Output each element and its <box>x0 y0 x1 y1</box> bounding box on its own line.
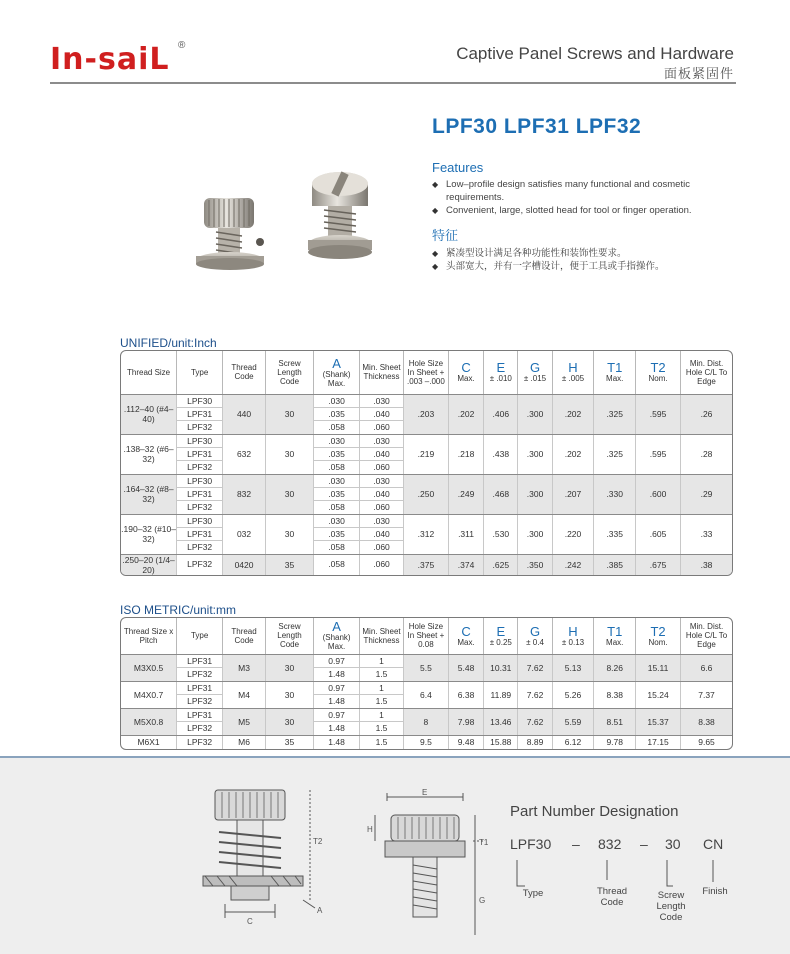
cell-min-sheet-value: .030 <box>360 475 403 488</box>
cell-h: 5.26 <box>552 681 594 708</box>
cell-h: .202 <box>552 394 594 434</box>
cell-type <box>177 708 223 735</box>
pn-caption-type: Type <box>522 888 544 899</box>
cell-min-sheet-value: .040 <box>360 488 403 501</box>
cell-a <box>314 394 360 434</box>
cell-dist: 7.37 <box>681 681 732 708</box>
cell-thread-code: 632 <box>223 434 266 474</box>
cell-h: .242 <box>552 554 594 575</box>
feature-item-cn: ◆ 头部宽大，并有一字槽设计，便于工具或手指操作。 <box>432 260 732 273</box>
cell-type-value: LPF30 <box>177 475 222 488</box>
cell-a <box>314 654 360 681</box>
pn-caption-thread-code: Thread Code <box>596 886 628 908</box>
cell-c: .311 <box>448 514 483 554</box>
cell-type-value: LPF31 <box>177 709 222 722</box>
cell-a <box>314 554 360 575</box>
cell-min-sheet-value: 1 <box>360 682 403 695</box>
cell-t2: .595 <box>636 394 681 434</box>
metric-section-label: ISO METRIC/unit:mm <box>120 603 237 617</box>
metric-table <box>120 617 733 750</box>
col-thread-code: Thread Code <box>223 618 266 654</box>
col-g: G ± .015 <box>518 351 552 394</box>
pn-caption-length-code: Screw Length Code <box>656 890 686 923</box>
cell-type-value: LPF31 <box>177 488 222 501</box>
col-type: Type <box>177 351 223 394</box>
cell-e: .468 <box>484 474 518 514</box>
cell-t1: .325 <box>594 434 636 474</box>
col-hole-size: Hole Size In Sheet + .003 –.000 <box>403 351 448 394</box>
cell-screw-length: 30 <box>265 681 313 708</box>
unified-table <box>120 350 733 576</box>
cell-a-value: 1.48 <box>328 722 345 733</box>
cell-a-value: 0.97 <box>314 709 359 722</box>
cell-e: 15.88 <box>484 735 518 749</box>
cell-type-value: LPF30 <box>177 395 222 408</box>
features-title: Features <box>432 160 484 175</box>
cell-min-sheet-value: .030 <box>360 515 403 528</box>
cell-h: .207 <box>552 474 594 514</box>
cell-min-sheet <box>360 474 404 514</box>
pn-length-code: 30 <box>665 836 681 852</box>
cell-c: 9.48 <box>448 735 483 749</box>
cell-hole: .312 <box>403 514 448 554</box>
cell-screw-length: 30 <box>265 394 313 434</box>
dim-label-g: G <box>479 896 486 905</box>
cell-t1: 8.51 <box>594 708 636 735</box>
pn-type: LPF30 <box>510 836 552 852</box>
cell-hole: 8 <box>403 708 448 735</box>
cell-t2: 17.15 <box>636 735 681 749</box>
dim-label-e: E <box>422 788 428 797</box>
feature-item-cn: ◆ 紧凑型设计满足各种功能性和装饰性要求。 <box>432 247 732 260</box>
cell-thread-code: M6 <box>223 735 266 749</box>
cell-type <box>177 681 223 708</box>
cell-e: .438 <box>484 434 518 474</box>
col-thread-size: Thread Size <box>121 351 177 394</box>
cell-type <box>177 654 223 681</box>
cell-type <box>177 735 223 749</box>
dim-label-t1: T1 <box>479 838 489 847</box>
cell-type-value: LPF32 <box>187 668 213 679</box>
cell-a-value: .058 <box>328 501 345 512</box>
cell-thread-size: .190–32 (#10–32) <box>121 514 177 554</box>
tagline-chinese: 面板紧固件 <box>663 66 734 81</box>
cell-a-value: .030 <box>314 515 359 528</box>
cell-min-sheet <box>360 708 404 735</box>
cell-a-value: .058 <box>328 541 345 552</box>
col-c: C Max. <box>448 351 483 394</box>
cell-a-value: 1.48 <box>328 668 345 679</box>
cell-thread-size: M4X0.7 <box>121 681 177 708</box>
cell-type-value: LPF32 <box>187 501 213 512</box>
cell-hole: 5.5 <box>403 654 448 681</box>
table-row <box>121 434 732 474</box>
col-type: Type <box>177 618 223 654</box>
cell-g: 8.89 <box>518 735 552 749</box>
cell-c: 5.48 <box>448 654 483 681</box>
cell-min-sheet-value: 1 <box>360 655 403 668</box>
col-hole-size: Hole Size In Sheet + 0.08 <box>403 618 448 654</box>
cell-min-sheet-value: .040 <box>360 408 403 421</box>
cell-g: 7.62 <box>518 708 552 735</box>
cell-t1: .385 <box>594 554 636 575</box>
cell-t1: .335 <box>594 514 636 554</box>
cell-a-value: .035 <box>314 408 359 421</box>
cell-a-value: .030 <box>314 395 359 408</box>
cell-h: 5.59 <box>552 708 594 735</box>
cell-thread-code: 0420 <box>223 554 266 575</box>
cell-min-sheet <box>360 681 404 708</box>
cell-thread-size: M3X0.5 <box>121 654 177 681</box>
cell-min-sheet-value: .060 <box>373 421 390 432</box>
cell-a-value: .058 <box>328 559 345 569</box>
cell-type-value: LPF31 <box>177 682 222 695</box>
cell-t2: 15.24 <box>636 681 681 708</box>
dim-label-a: A <box>317 906 323 915</box>
col-min-sheet: Min. Sheet Thickness <box>360 618 404 654</box>
cell-a-value: .058 <box>328 461 345 472</box>
cell-g: .300 <box>518 474 552 514</box>
unified-section-label: UNIFIED/unit:Inch <box>120 336 217 350</box>
cell-e: 11.89 <box>484 681 518 708</box>
cell-screw-length: 30 <box>265 434 313 474</box>
table-row <box>121 514 732 554</box>
pn-thread-code: 832 <box>598 836 622 852</box>
cell-min-sheet-value: 1.5 <box>375 695 388 706</box>
cell-t1: .325 <box>594 394 636 434</box>
col-e: E ± .010 <box>484 351 518 394</box>
cell-h: .220 <box>552 514 594 554</box>
pn-caption-finish: Finish <box>702 886 728 897</box>
table-row <box>121 735 732 749</box>
dim-label-c: C <box>247 917 253 926</box>
cell-t2: .595 <box>636 434 681 474</box>
part-number-title: Part Number Designation <box>510 803 679 820</box>
col-t2: T2 Nom. <box>636 618 681 654</box>
cell-e: .625 <box>484 554 518 575</box>
col-screw-length: Screw Length Code <box>265 351 313 394</box>
col-c: C Max. <box>448 618 483 654</box>
cell-min-sheet-value: 1.5 <box>375 668 388 679</box>
cell-thread-code: M3 <box>223 654 266 681</box>
cell-hole: 6.4 <box>403 681 448 708</box>
cell-thread-code: 032 <box>223 514 266 554</box>
cell-dist: .33 <box>681 514 732 554</box>
cell-t2: .600 <box>636 474 681 514</box>
tagline-english: Captive Panel Screws and Hardware <box>456 44 734 63</box>
cell-e: 10.31 <box>484 654 518 681</box>
table-row <box>121 681 732 708</box>
cell-min-sheet-value: .030 <box>360 435 403 448</box>
page-header <box>0 0 790 100</box>
feature-item: ◆ Convenient, large, slotted head for tool or finger operation. <box>432 204 732 217</box>
col-h: H ± 0.13 <box>552 618 594 654</box>
cell-c: .249 <box>448 474 483 514</box>
cell-a-value: .058 <box>328 421 345 432</box>
table-row <box>121 654 732 681</box>
cell-g: .300 <box>518 434 552 474</box>
cell-min-sheet <box>360 735 404 749</box>
header-divider <box>50 82 736 84</box>
cell-min-sheet-value: .060 <box>373 501 390 512</box>
cell-a <box>314 735 360 749</box>
front-view-drawing <box>365 785 495 940</box>
cell-a-value: 0.97 <box>314 655 359 668</box>
cell-min-sheet-value: .040 <box>360 528 403 541</box>
table-row <box>121 554 732 575</box>
col-h: H ± .005 <box>552 351 594 394</box>
cell-min-sheet <box>360 654 404 681</box>
col-min-sheet: Min. Sheet Thickness <box>360 351 404 394</box>
cell-thread-size: .138–32 (#6–32) <box>121 434 177 474</box>
dim-label-h: H <box>367 825 373 834</box>
col-e: E ± 0.25 <box>484 618 518 654</box>
cell-type-value: LPF31 <box>177 655 222 668</box>
cell-c: .218 <box>448 434 483 474</box>
cell-a <box>314 514 360 554</box>
cell-screw-length: 30 <box>265 708 313 735</box>
cell-min-sheet-value: .060 <box>373 541 390 552</box>
cell-a <box>314 474 360 514</box>
cell-h: .202 <box>552 434 594 474</box>
cell-min-sheet-value: 1.5 <box>375 722 388 733</box>
col-thread-size: Thread Size x Pitch <box>121 618 177 654</box>
cell-thread-size: M6X1 <box>121 735 177 749</box>
cell-thread-code: 832 <box>223 474 266 514</box>
cell-a-value: 1.48 <box>328 695 345 706</box>
cell-type-value: LPF32 <box>187 559 213 569</box>
cell-e: 13.46 <box>484 708 518 735</box>
side-section-drawing <box>195 780 340 930</box>
cell-min-sheet-value: .040 <box>360 448 403 461</box>
col-a: A (Shank) Max. <box>314 618 360 654</box>
cell-c: 7.98 <box>448 708 483 735</box>
cell-type <box>177 394 223 434</box>
cell-a-value: 0.97 <box>314 682 359 695</box>
cell-g: .300 <box>518 394 552 434</box>
cell-min-sheet <box>360 554 404 575</box>
product-photo <box>190 160 410 280</box>
pn-dash: – <box>640 836 648 852</box>
cell-a-value: .030 <box>314 475 359 488</box>
cell-screw-length: 30 <box>265 474 313 514</box>
cell-a-value: .035 <box>314 528 359 541</box>
table-row <box>121 474 732 514</box>
cell-g: 7.62 <box>518 681 552 708</box>
cell-t1: 9.78 <box>594 735 636 749</box>
cell-type-value: LPF30 <box>177 435 222 448</box>
cell-screw-length: 30 <box>265 654 313 681</box>
cell-a <box>314 708 360 735</box>
col-a: A (Shank) Max. <box>314 351 360 394</box>
cell-c: 6.38 <box>448 681 483 708</box>
table-row <box>121 708 732 735</box>
cell-hole: 9.5 <box>403 735 448 749</box>
cell-min-sheet <box>360 514 404 554</box>
cell-thread-size: M5X0.8 <box>121 708 177 735</box>
cell-min-sheet-value: .030 <box>360 395 403 408</box>
cell-min-sheet-value: .060 <box>373 461 390 472</box>
col-min-dist: Min. Dist. Hole C/L To Edge <box>681 618 732 654</box>
registered-mark: ® <box>178 40 186 51</box>
cell-t2: 15.11 <box>636 654 681 681</box>
cell-screw-length: 35 <box>265 735 313 749</box>
cell-thread-code: M5 <box>223 708 266 735</box>
cell-g: .300 <box>518 514 552 554</box>
cell-type-value: LPF32 <box>187 722 213 733</box>
cell-type-value: LPF32 <box>187 461 213 472</box>
cell-hole: .375 <box>403 554 448 575</box>
cell-dist: 9.65 <box>698 737 715 747</box>
cell-type-value: LPF32 <box>187 541 213 552</box>
cell-h: 6.12 <box>552 735 594 749</box>
cell-c: .202 <box>448 394 483 434</box>
cell-min-sheet-value: 1 <box>360 709 403 722</box>
cell-type-value: LPF31 <box>177 408 222 421</box>
col-g: G ± 0.4 <box>518 618 552 654</box>
cell-a <box>314 434 360 474</box>
cell-e: .406 <box>484 394 518 434</box>
cell-min-sheet <box>360 394 404 434</box>
cell-type-value: LPF32 <box>187 695 213 706</box>
pn-finish: CN <box>703 836 724 852</box>
cell-t1: .330 <box>594 474 636 514</box>
cell-dist: .26 <box>681 394 732 434</box>
feature-item: ◆ Low–profile design satisfies many functional and cosmetic requirements. <box>432 178 732 204</box>
cell-a-value: .035 <box>314 488 359 501</box>
cell-thread-size: .164–32 (#8–32) <box>121 474 177 514</box>
cell-g: 7.62 <box>518 654 552 681</box>
cell-min-sheet-value: 1.5 <box>375 736 388 747</box>
cell-t2: .605 <box>636 514 681 554</box>
cell-min-sheet <box>360 434 404 474</box>
dim-label-t2: T2 <box>313 837 323 846</box>
col-t1: T1 Max. <box>594 351 636 394</box>
features-panel <box>432 160 732 273</box>
cell-thread-code: M4 <box>223 681 266 708</box>
cell-c: .374 <box>448 554 483 575</box>
cell-type-value: LPF31 <box>177 528 222 541</box>
cell-min-sheet-value: .060 <box>373 559 390 569</box>
cell-a-value: .035 <box>314 448 359 461</box>
cell-dist: .29 <box>681 474 732 514</box>
cell-type <box>177 514 223 554</box>
col-min-dist: Min. Dist. Hole C/L To Edge <box>681 351 732 394</box>
cell-dist: 8.38 <box>681 708 732 735</box>
cell-thread-size: .112–40 (#4–40) <box>121 394 177 434</box>
cell-dist: 6.6 <box>681 654 732 681</box>
cell-screw-length: 35 <box>265 554 313 575</box>
cell-thread-code: 440 <box>223 394 266 434</box>
cell-a-value: 1.48 <box>328 736 345 747</box>
cell-g: .350 <box>518 554 552 575</box>
cell-t2: .675 <box>636 554 681 575</box>
cell-type <box>177 554 223 575</box>
col-screw-length: Screw Length Code <box>265 618 313 654</box>
cell-t2: 15.37 <box>636 708 681 735</box>
cell-dist: .38 <box>681 554 732 575</box>
cell-a <box>314 681 360 708</box>
product-title: LPF30 LPF31 LPF32 <box>432 115 642 138</box>
cell-type-value: LPF30 <box>177 515 222 528</box>
col-t2: T2 Nom. <box>636 351 681 394</box>
cell-type-value: LPF32 <box>187 736 213 747</box>
cell-hole: .219 <box>403 434 448 474</box>
cell-type-value: LPF32 <box>187 421 213 432</box>
table-row <box>121 394 732 434</box>
features-title-cn: 特征 <box>432 228 459 243</box>
cell-t1: 8.26 <box>594 654 636 681</box>
cell-thread-size: .250–20 (1/4–20) <box>122 554 175 575</box>
cell-hole: .203 <box>403 394 448 434</box>
cell-hole: .250 <box>403 474 448 514</box>
cell-h: 5.13 <box>552 654 594 681</box>
cell-type-value: LPF31 <box>177 448 222 461</box>
cell-screw-length: 30 <box>265 514 313 554</box>
cell-a-value: .030 <box>314 435 359 448</box>
col-thread-code: Thread Code <box>223 351 266 394</box>
cell-dist: .28 <box>681 434 732 474</box>
col-t1: T1 Max. <box>594 618 636 654</box>
pn-dash: – <box>572 836 580 852</box>
cell-t1: 8.38 <box>594 681 636 708</box>
cell-e: .530 <box>484 514 518 554</box>
cell-type <box>177 434 223 474</box>
brand-logo: In-saiL <box>50 42 170 77</box>
cell-type <box>177 474 223 514</box>
